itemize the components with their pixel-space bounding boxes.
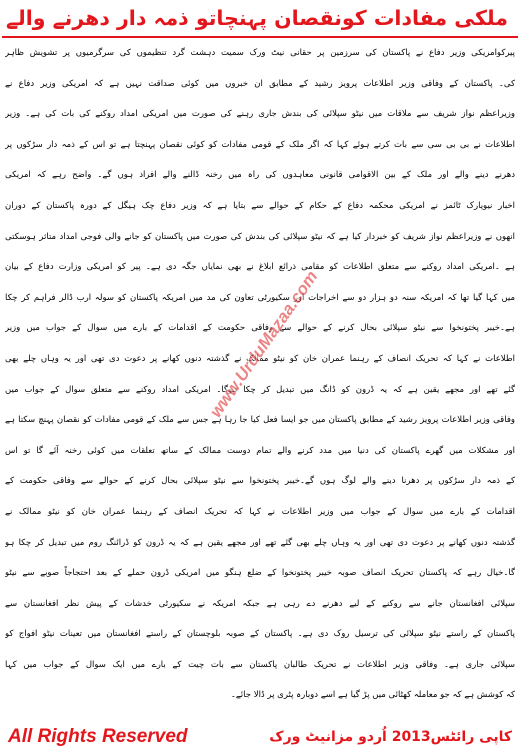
- article-line: کی۔ پاکستان کے وفاقی وزیر اطلاعات پرویز رشید کے مطابق ان خبروں میں کوئی صداقت نہیں ہے کہ امریکی وزیر دفاع نے: [5, 78, 515, 89]
- watermark: www.UrduMazaa.com: [206, 267, 322, 421]
- article-line: اور مشکلات میں گھرے پاکستان کی دنیا میں مدد کرنے والے تمام دوست ممالک کے ساتھ تعلقات میں کوئی رخنہ آئے گا تو اس: [5, 445, 515, 456]
- article-line: گئے تھے اور مجھے یقین ہے کہ یہ ڈرون کو ڈانگ میں تبدیل کر چکا ہوگا۔ امریکی امداد روکنے سے متعلق سوال کے جواب میں: [5, 384, 515, 395]
- article-line: دھرنے دینے والے اور ملک کے بین الاقوامی قانونی معاہدوں کی راہ میں رخنہ ڈالنے والے افراد ہوں گے۔ واضح رہے کہ امریکی: [5, 170, 515, 181]
- article-line: کے ذمہ دار سڑکوں پر دھرنا دینے والے لوگ ہوں گے۔خیبر پختونخوا سے نیٹو سپلائی بحال کرنے کے حوالے سے وفاقی حکومت کے: [5, 476, 515, 487]
- article-line: وفاقی وزیر اطلاعات پرویز رشید کے مطابق پاکستان میں جو ایسا فعل کیا جا رہا ہے جس سے ملک کے قومی مفادات کو نقصان پہنچ سکتا ہے: [5, 415, 515, 426]
- article-line: ہے ۔امریکی امداد روکنے سے متعلق اطلاعات کو مقامی ذرائع ابلاغ نے بھی نمایاں جگہ دی ہے۔ پیر کو امریکی وزارت دفاع کے بیان: [5, 262, 515, 273]
- article-line: انھوں نے وزیراعظم نواز شریف کو خبردار کیا ہے کہ نیٹو سپلائی کی بندش کی صورت میں پاکستان کو جانے والی فوجی امداد متاثر ہوسکتی: [5, 231, 515, 242]
- article-body: [5, 38, 515, 712]
- rights-text: All Rights Reserved: [8, 726, 188, 747]
- article-line: اطلاعات نے بی بی سی سے بات کرتے ہوئے کہا کہ اگر ملک کے قومی مفادات کو کوئی نقصان پہنچتا ہے تو اس کے ذمہ دار سڑکوں پر: [5, 139, 515, 150]
- copyright-text: کاپی رائٹس2013 اُردو مزانیٹ ورک: [269, 729, 512, 745]
- article-line: اطلاعات نے کہا کہ تحریک انصاف کے رہنما عمران خان کو نیٹو ممالک نے گذشتہ دنوں کھانے پر دعوت دی تھی اور یہ وہاں چلے بھی: [5, 353, 515, 364]
- article-line: ہے۔خیبر پختونخوا سے نیٹو سپلائی بحال کرنے کے حوالے سے وفاقی حکومت کے اقدامات کے بارے میں سوال کے جواب میں وزیر: [5, 323, 515, 334]
- headline: ملکی مفادات کونقصان پہنچاتو ذمہ دار دھرنے والے: [6, 6, 508, 30]
- footer: [0, 722, 520, 752]
- article-line: میں کہا گیا تھا کہ امریکہ سنہ دو ہزار دو سے اخراجات اور سکیورٹی تعاون کی مد میں امریکہ پاکستان کو سولہ ارب ڈالر فراہم کر چکا: [5, 292, 515, 303]
- article-line: اقدامات کے بارے میں سوال کے جواب میں وزیر اطلاعات نے کہا کہ تحریک انصاف کے رہنما عمران خان کو نیٹو ممالک نے: [5, 506, 515, 517]
- article-line: پاکستان کے راستے نیٹو سپلائی کی ترسیل روک دی ہے۔ پاکستان کے صوبہ بلوچستان کے راستے افغانستان میں تعینات نیٹو افواج کو: [5, 629, 515, 640]
- article-line: اخبار نیویارک ٹائمز نے امریکی محکمہ دفاع کے حکام کے حوالے سے بتایا ہے کہ وزیر دفاع چک ہیگل کے دورہ پاکستان کے دوران: [5, 200, 515, 211]
- article-line: سپلائی افغانستان جانے سے روکنے کے لیے دھرنے دے رہی ہے جبکہ امریکہ نے سکیورٹی خدشات کے پیش نظر افغانستان سے: [5, 598, 515, 609]
- article-line: وزیراعظم نواز شریف سے ملاقات میں نیٹو سپلائی کی بندش جاری رہنے کی صورت میں امریکی امداد روکنے کی بات کی ہے۔ وزیر: [5, 109, 515, 120]
- article-line: پیرکوامریکی وزیر دفاع نے پاکستان کی سرزمین پر حقانی نیٹ ورک سمیت دہشت گرد تنظیموں کی سرگرمیوں پر تشویش ظاہر: [5, 48, 515, 58]
- article-line: گذشتہ دنوں کھانے پر دعوت دی تھی اور یہ وہاں چلے بھی گئے تھے اور مجھے یقین ہے کہ یہ ڈرون کو ڈرائنگ روم میں تبدیل کر چکا ہو: [5, 537, 515, 548]
- article-line: سپلائی جاری ہے۔ وفاقی وزیر اطلاعات نے تحریک طالبان پاکستان سے بات چیت کے بارے میں ایک سوال کے جواب میں کہا: [5, 659, 515, 670]
- article-line: گا۔خیال رہے کہ پاکستان تحریک انصاف صوبہ خیبر پختونخوا کے ضلع ہنگو میں امریکی ڈرون حملے کے بعد احتجاجاً صوبے سے نیٹو: [5, 568, 515, 579]
- article-line: کہ کوشش ہے کہ جو معاملہ کھٹائی میں پڑ گیا ہے اسے دوبارہ پٹری پر ڈالا جائے۔: [230, 690, 515, 701]
